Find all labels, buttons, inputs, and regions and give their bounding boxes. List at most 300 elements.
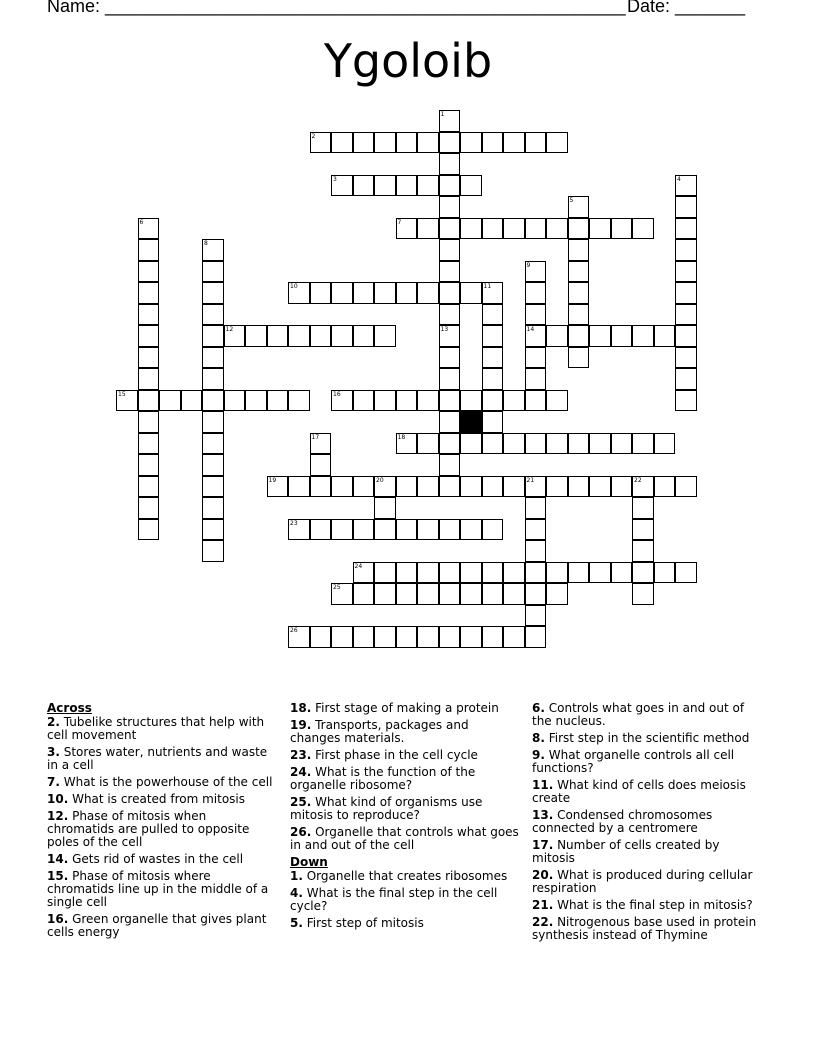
clue-text: First phase in the cell cycle bbox=[311, 748, 478, 762]
down-clue bbox=[290, 887, 520, 913]
grid-cell[interactable] bbox=[417, 519, 439, 541]
grid-cell[interactable] bbox=[482, 411, 504, 433]
down-clue bbox=[532, 809, 762, 835]
grid-cell[interactable] bbox=[654, 433, 676, 455]
grid-cell[interactable] bbox=[546, 562, 568, 584]
clue-number: 2 bbox=[311, 132, 316, 140]
grid-cell[interactable] bbox=[632, 325, 654, 347]
grid-cell[interactable] bbox=[611, 218, 633, 240]
grid-cell[interactable] bbox=[396, 175, 418, 197]
grid-cell[interactable] bbox=[482, 562, 504, 584]
grid-cell[interactable] bbox=[568, 304, 590, 326]
grid-cell[interactable] bbox=[288, 325, 310, 347]
grid-cell[interactable] bbox=[417, 626, 439, 648]
grid-cell[interactable] bbox=[675, 196, 697, 218]
grid-cell[interactable] bbox=[353, 519, 375, 541]
clue-label-number: 16. bbox=[47, 912, 69, 926]
grid-cell[interactable] bbox=[310, 454, 332, 476]
down-clue bbox=[532, 869, 762, 895]
grid-cell[interactable] bbox=[353, 325, 375, 347]
across-clue bbox=[47, 870, 277, 909]
clue-number: 21 bbox=[526, 476, 535, 484]
grid-cell[interactable] bbox=[482, 476, 504, 498]
grid-cell[interactable] bbox=[202, 497, 224, 519]
grid-cell[interactable] bbox=[675, 476, 697, 498]
grid-cell[interactable] bbox=[460, 562, 482, 584]
grid-cell[interactable] bbox=[374, 282, 396, 304]
grid-cell[interactable] bbox=[675, 368, 697, 390]
across-clue bbox=[290, 749, 520, 762]
grid-cell[interactable] bbox=[331, 132, 353, 154]
grid-cell[interactable] bbox=[525, 433, 547, 455]
clue-label-number: 13. bbox=[532, 808, 554, 822]
grid-cell[interactable] bbox=[675, 218, 697, 240]
clue-label-number: 12. bbox=[47, 809, 69, 823]
grid-cell[interactable] bbox=[632, 497, 654, 519]
grid-cell[interactable] bbox=[396, 562, 418, 584]
clue-label-number: 17. bbox=[532, 838, 554, 852]
clue-text: Stores water, nutrients and waste in a cell bbox=[47, 745, 268, 772]
grid-cell[interactable] bbox=[439, 411, 461, 433]
grid-cell[interactable] bbox=[439, 153, 461, 175]
grid-cell[interactable] bbox=[310, 626, 332, 648]
grid-cell[interactable] bbox=[482, 325, 504, 347]
clue-text: Tubelike structures that help with cell movement bbox=[47, 715, 265, 742]
grid-cell[interactable] bbox=[611, 476, 633, 498]
grid-cell[interactable] bbox=[417, 175, 439, 197]
grid-cell[interactable] bbox=[675, 282, 697, 304]
clue-number: 11 bbox=[483, 283, 492, 290]
grid-cell[interactable] bbox=[482, 218, 504, 240]
across-clue bbox=[290, 719, 520, 745]
grid-cell[interactable] bbox=[202, 519, 224, 541]
grid-cell[interactable] bbox=[589, 476, 611, 498]
grid-cell[interactable] bbox=[675, 304, 697, 326]
grid-cell[interactable] bbox=[675, 325, 697, 347]
grid-cell[interactable] bbox=[546, 325, 568, 347]
name-field-label: Name: ____________________________________________________ bbox=[47, 0, 626, 16]
grid-cell[interactable] bbox=[525, 132, 547, 154]
grid-cell[interactable] bbox=[568, 562, 590, 584]
clue-number: 12 bbox=[225, 326, 234, 333]
grid-cell[interactable] bbox=[138, 347, 160, 369]
grid-cell[interactable] bbox=[374, 519, 396, 541]
grid-cell[interactable] bbox=[331, 325, 353, 347]
down-clue bbox=[290, 917, 520, 930]
down-clue bbox=[532, 702, 762, 728]
grid-cell[interactable] bbox=[632, 540, 654, 562]
grid-cell[interactable] bbox=[525, 540, 547, 562]
clue-text: Transports, packages and changes materials. bbox=[290, 718, 469, 745]
grid-cell[interactable] bbox=[568, 476, 590, 498]
grid-cell[interactable] bbox=[460, 583, 482, 605]
grid-cell[interactable] bbox=[439, 368, 461, 390]
down-clue bbox=[290, 870, 520, 883]
grid-cell[interactable] bbox=[460, 132, 482, 154]
clue-text: Condensed chromosomes connected by a centromere bbox=[532, 808, 713, 835]
clue-number: 5 bbox=[569, 197, 574, 204]
clue-number: 10 bbox=[290, 283, 298, 290]
grid-cell[interactable] bbox=[439, 347, 461, 369]
grid-cell[interactable] bbox=[589, 218, 611, 240]
clue-number: 25 bbox=[333, 584, 341, 591]
clue-label-number: 4. bbox=[290, 886, 303, 900]
clue-label-number: 19. bbox=[290, 718, 312, 732]
clue-text: Organelle that controls what goes in and out of the cell bbox=[290, 825, 519, 852]
clue-text: First step of mitosis bbox=[302, 916, 424, 930]
grid-cell[interactable] bbox=[482, 583, 504, 605]
grid-cell[interactable] bbox=[396, 282, 418, 304]
clue-label-number: 24. bbox=[290, 765, 312, 779]
grid-cell[interactable] bbox=[611, 562, 633, 584]
grid-cell[interactable] bbox=[374, 325, 396, 347]
clue-text: What organelle controls all cell functions? bbox=[532, 748, 735, 775]
grid-cell[interactable] bbox=[654, 325, 676, 347]
grid-cell[interactable] bbox=[138, 390, 160, 412]
grid-cell[interactable] bbox=[202, 347, 224, 369]
grid-cell[interactable] bbox=[675, 261, 697, 283]
grid-cell[interactable] bbox=[568, 239, 590, 261]
across-clue bbox=[290, 702, 520, 715]
grid-cell[interactable] bbox=[288, 390, 310, 412]
clue-text: What is the final step in the cell cycle? bbox=[290, 886, 498, 913]
clue-label-number: 1. bbox=[290, 869, 303, 883]
grid-cell[interactable] bbox=[439, 132, 461, 154]
grid-cell[interactable] bbox=[439, 433, 461, 455]
grid-cell[interactable] bbox=[546, 132, 568, 154]
clue-number: 20 bbox=[376, 476, 384, 484]
grid-cell[interactable] bbox=[331, 519, 353, 541]
grid-cell[interactable] bbox=[503, 132, 525, 154]
grid-cell[interactable] bbox=[568, 282, 590, 304]
across-clue bbox=[47, 810, 277, 849]
grid-cell[interactable] bbox=[611, 325, 633, 347]
clue-text: What is the powerhouse of the cell bbox=[59, 775, 273, 789]
grid-cell[interactable] bbox=[503, 390, 525, 412]
clue-number: 4 bbox=[677, 175, 681, 183]
across-clue bbox=[47, 913, 277, 939]
clue-number: 15 bbox=[118, 390, 126, 398]
grid-cell[interactable] bbox=[353, 390, 375, 412]
grid-cell[interactable] bbox=[439, 218, 461, 240]
grid-cell[interactable] bbox=[181, 390, 203, 412]
grid-cell[interactable] bbox=[546, 583, 568, 605]
grid-cell[interactable] bbox=[546, 390, 568, 412]
grid-cell[interactable] bbox=[654, 562, 676, 584]
grid-cell[interactable] bbox=[138, 282, 160, 304]
grid-cell[interactable] bbox=[460, 282, 482, 304]
clue-label-number: 25. bbox=[290, 795, 312, 809]
grid-cell[interactable] bbox=[546, 476, 568, 498]
grid-cell[interactable] bbox=[417, 282, 439, 304]
grid-cell[interactable] bbox=[374, 390, 396, 412]
grid-cell[interactable] bbox=[353, 476, 375, 498]
grid-cell[interactable] bbox=[138, 476, 160, 498]
grid-cell[interactable] bbox=[267, 390, 289, 412]
clue-text: Organelle that creates ribosomes bbox=[302, 869, 508, 883]
clue-number: 22 bbox=[634, 476, 642, 484]
grid-cell[interactable] bbox=[460, 390, 482, 412]
grid-cell[interactable] bbox=[568, 433, 590, 455]
grid-cell[interactable] bbox=[417, 132, 439, 154]
grid-cell[interactable] bbox=[675, 347, 697, 369]
grid-cell[interactable] bbox=[353, 132, 375, 154]
grid-cell[interactable] bbox=[353, 583, 375, 605]
grid-cell[interactable] bbox=[310, 519, 332, 541]
grid-cell[interactable] bbox=[503, 583, 525, 605]
grid-cell[interactable] bbox=[159, 390, 181, 412]
grid-cell[interactable] bbox=[417, 390, 439, 412]
across-clue bbox=[47, 746, 277, 772]
clue-text: Nitrogenous base used in protein synthesis instead of Thymine bbox=[532, 915, 757, 942]
across-clue bbox=[47, 776, 277, 789]
grid-cell[interactable] bbox=[460, 218, 482, 240]
grid-cell[interactable] bbox=[546, 218, 568, 240]
grid-cell[interactable] bbox=[396, 626, 418, 648]
grid-cell[interactable] bbox=[439, 562, 461, 584]
grid-cell[interactable] bbox=[568, 325, 590, 347]
grid-cell[interactable] bbox=[439, 390, 461, 412]
grid-cell[interactable] bbox=[482, 304, 504, 326]
clue-text: What is the final step in mitosis? bbox=[553, 898, 753, 912]
clue-number: 23 bbox=[290, 519, 298, 527]
grid-cell[interactable] bbox=[632, 562, 654, 584]
grid-cell[interactable] bbox=[439, 476, 461, 498]
grid-cell[interactable] bbox=[374, 175, 396, 197]
grid-cell[interactable] bbox=[632, 519, 654, 541]
grid-cell[interactable] bbox=[675, 239, 697, 261]
clue-text: Green organelle that gives plant cells energy bbox=[47, 912, 267, 939]
grid-cell[interactable] bbox=[460, 626, 482, 648]
grid-cell[interactable] bbox=[525, 390, 547, 412]
grid-cell[interactable] bbox=[202, 368, 224, 390]
grid-cell[interactable] bbox=[331, 476, 353, 498]
grid-cell[interactable] bbox=[138, 325, 160, 347]
grid-cell[interactable] bbox=[267, 325, 289, 347]
grid-cell[interactable] bbox=[331, 626, 353, 648]
grid-cell[interactable] bbox=[396, 390, 418, 412]
grid-cell[interactable] bbox=[245, 325, 267, 347]
grid-cell[interactable] bbox=[396, 476, 418, 498]
clue-label-number: 8. bbox=[532, 731, 545, 745]
grid-cell[interactable] bbox=[482, 390, 504, 412]
clue-label-number: 7. bbox=[47, 775, 60, 789]
grid-cell[interactable] bbox=[202, 433, 224, 455]
grid-cell[interactable] bbox=[632, 218, 654, 240]
grid-cell[interactable] bbox=[589, 562, 611, 584]
grid-cell[interactable] bbox=[374, 583, 396, 605]
clue-label-number: 11. bbox=[532, 778, 554, 792]
clue-label-number: 18. bbox=[290, 701, 312, 715]
grid-cell[interactable] bbox=[525, 562, 547, 584]
grid-cell[interactable] bbox=[460, 433, 482, 455]
grid-cell[interactable] bbox=[138, 497, 160, 519]
grid-cell[interactable] bbox=[460, 175, 482, 197]
grid-cell[interactable] bbox=[460, 519, 482, 541]
clue-number: 3 bbox=[333, 175, 337, 183]
down-clue bbox=[532, 732, 762, 745]
clue-label-number: 2. bbox=[47, 715, 60, 729]
grid-cell[interactable] bbox=[374, 497, 396, 519]
grid-cell[interactable] bbox=[202, 261, 224, 283]
clue-text: What is produced during cellular respiration bbox=[532, 868, 753, 895]
clue-number: 6 bbox=[139, 218, 144, 226]
grid-cell[interactable] bbox=[439, 583, 461, 605]
grid-cell[interactable] bbox=[482, 519, 504, 541]
grid-cell[interactable] bbox=[224, 390, 246, 412]
clue-label-number: 22. bbox=[532, 915, 554, 929]
grid-cell[interactable] bbox=[589, 433, 611, 455]
clue-text: What is the function of the organelle ribosome? bbox=[290, 765, 476, 792]
grid-cell[interactable] bbox=[675, 390, 697, 412]
grid-cell[interactable] bbox=[482, 132, 504, 154]
clue-number: 9 bbox=[526, 261, 531, 269]
grid-cell[interactable] bbox=[396, 519, 418, 541]
grid-cell[interactable] bbox=[138, 261, 160, 283]
clue-number: 24 bbox=[354, 562, 363, 570]
grid-cell[interactable] bbox=[310, 476, 332, 498]
grid-cell[interactable] bbox=[503, 562, 525, 584]
grid-cell[interactable] bbox=[310, 282, 332, 304]
black-square bbox=[460, 411, 482, 433]
grid-cell[interactable] bbox=[525, 304, 547, 326]
grid-cell[interactable] bbox=[546, 433, 568, 455]
grid-cell[interactable] bbox=[202, 282, 224, 304]
grid-cell[interactable] bbox=[202, 304, 224, 326]
grid-cell[interactable] bbox=[525, 368, 547, 390]
grid-cell[interactable] bbox=[353, 626, 375, 648]
grid-cell[interactable] bbox=[525, 626, 547, 648]
grid-cell[interactable] bbox=[525, 218, 547, 240]
clue-number: 7 bbox=[397, 218, 402, 226]
grid-cell[interactable] bbox=[417, 476, 439, 498]
grid-cell[interactable] bbox=[568, 347, 590, 369]
grid-cell[interactable] bbox=[439, 519, 461, 541]
clue-text: First stage of making a protein bbox=[311, 701, 499, 715]
grid-cell[interactable] bbox=[482, 347, 504, 369]
down-clue bbox=[532, 779, 762, 805]
clues-column-2 bbox=[290, 702, 520, 934]
across-heading: Across bbox=[47, 701, 92, 715]
grid-cell[interactable] bbox=[525, 497, 547, 519]
grid-cell[interactable] bbox=[589, 325, 611, 347]
grid-cell[interactable] bbox=[331, 282, 353, 304]
grid-cell[interactable] bbox=[202, 476, 224, 498]
clue-text: Phase of mitosis when chromatids are pulled to opposite poles of the cell bbox=[47, 809, 250, 849]
grid-cell[interactable] bbox=[439, 454, 461, 476]
grid-cell[interactable] bbox=[138, 433, 160, 455]
grid-cell[interactable] bbox=[288, 476, 310, 498]
across-clue bbox=[290, 796, 520, 822]
grid-cell[interactable] bbox=[503, 218, 525, 240]
clue-text: What kind of cells does meiosis create bbox=[532, 778, 746, 805]
clue-label-number: 3. bbox=[47, 745, 60, 759]
grid-cell[interactable] bbox=[202, 540, 224, 562]
grid-cell[interactable] bbox=[417, 433, 439, 455]
grid-cell[interactable] bbox=[138, 304, 160, 326]
grid-cell[interactable] bbox=[202, 390, 224, 412]
grid-cell[interactable] bbox=[675, 562, 697, 584]
grid-cell[interactable] bbox=[503, 476, 525, 498]
grid-cell[interactable] bbox=[417, 218, 439, 240]
grid-cell[interactable] bbox=[245, 390, 267, 412]
grid-cell[interactable] bbox=[439, 175, 461, 197]
clue-label-number: 6. bbox=[532, 701, 545, 715]
grid-cell[interactable] bbox=[482, 368, 504, 390]
grid-cell[interactable] bbox=[568, 218, 590, 240]
clue-text: What kind of organisms use mitosis to reproduce? bbox=[290, 795, 483, 822]
grid-cell[interactable] bbox=[138, 519, 160, 541]
grid-cell[interactable] bbox=[439, 261, 461, 283]
grid-cell[interactable] bbox=[138, 368, 160, 390]
clue-number: 17 bbox=[311, 433, 320, 441]
across-clue bbox=[47, 716, 277, 742]
grid-cell[interactable] bbox=[417, 562, 439, 584]
grid-cell[interactable] bbox=[138, 454, 160, 476]
clue-label-number: 9. bbox=[532, 748, 545, 762]
grid-cell[interactable] bbox=[525, 347, 547, 369]
grid-cell[interactable] bbox=[654, 476, 676, 498]
grid-cell[interactable] bbox=[374, 626, 396, 648]
grid-cell[interactable] bbox=[439, 304, 461, 326]
grid-cell[interactable] bbox=[202, 411, 224, 433]
page-title: Ygoloib bbox=[323, 34, 493, 88]
clue-text: What is created from mitosis bbox=[68, 792, 245, 806]
grid-cell[interactable] bbox=[525, 583, 547, 605]
grid-cell[interactable] bbox=[396, 132, 418, 154]
grid-cell[interactable] bbox=[396, 583, 418, 605]
across-clue bbox=[290, 826, 520, 852]
grid-cell[interactable] bbox=[374, 132, 396, 154]
grid-cell[interactable] bbox=[525, 519, 547, 541]
grid-cell[interactable] bbox=[439, 626, 461, 648]
grid-cell[interactable] bbox=[460, 476, 482, 498]
grid-cell[interactable] bbox=[632, 583, 654, 605]
grid-cell[interactable] bbox=[353, 282, 375, 304]
clue-text: Controls what goes in and out of the nucleus. bbox=[532, 701, 745, 728]
grid-cell[interactable] bbox=[310, 325, 332, 347]
grid-cell[interactable] bbox=[417, 583, 439, 605]
grid-cell[interactable] bbox=[202, 325, 224, 347]
grid-cell[interactable] bbox=[439, 239, 461, 261]
grid-cell[interactable] bbox=[374, 562, 396, 584]
clue-number: 18 bbox=[397, 433, 406, 441]
grid-cell[interactable] bbox=[632, 433, 654, 455]
clue-label-number: 21. bbox=[532, 898, 554, 912]
grid-cell[interactable] bbox=[482, 433, 504, 455]
down-clue bbox=[532, 749, 762, 775]
clue-label-number: 26. bbox=[290, 825, 312, 839]
grid-cell[interactable] bbox=[525, 605, 547, 627]
grid-cell[interactable] bbox=[138, 239, 160, 261]
grid-cell[interactable] bbox=[503, 626, 525, 648]
grid-cell[interactable] bbox=[138, 411, 160, 433]
grid-cell[interactable] bbox=[525, 282, 547, 304]
grid-cell[interactable] bbox=[503, 433, 525, 455]
grid-cell[interactable] bbox=[568, 261, 590, 283]
grid-cell[interactable] bbox=[439, 196, 461, 218]
grid-cell[interactable] bbox=[611, 433, 633, 455]
down-clue bbox=[532, 899, 762, 912]
grid-cell[interactable] bbox=[482, 626, 504, 648]
clues-column-1 bbox=[47, 702, 277, 943]
grid-cell[interactable] bbox=[439, 282, 461, 304]
grid-cell[interactable] bbox=[353, 175, 375, 197]
grid-cell[interactable] bbox=[202, 454, 224, 476]
clue-text: Gets rid of wastes in the cell bbox=[68, 852, 244, 866]
clue-label-number: 15. bbox=[47, 869, 69, 883]
clue-text: Phase of mitosis where chromatids line up in the middle of a single cell bbox=[47, 869, 269, 909]
